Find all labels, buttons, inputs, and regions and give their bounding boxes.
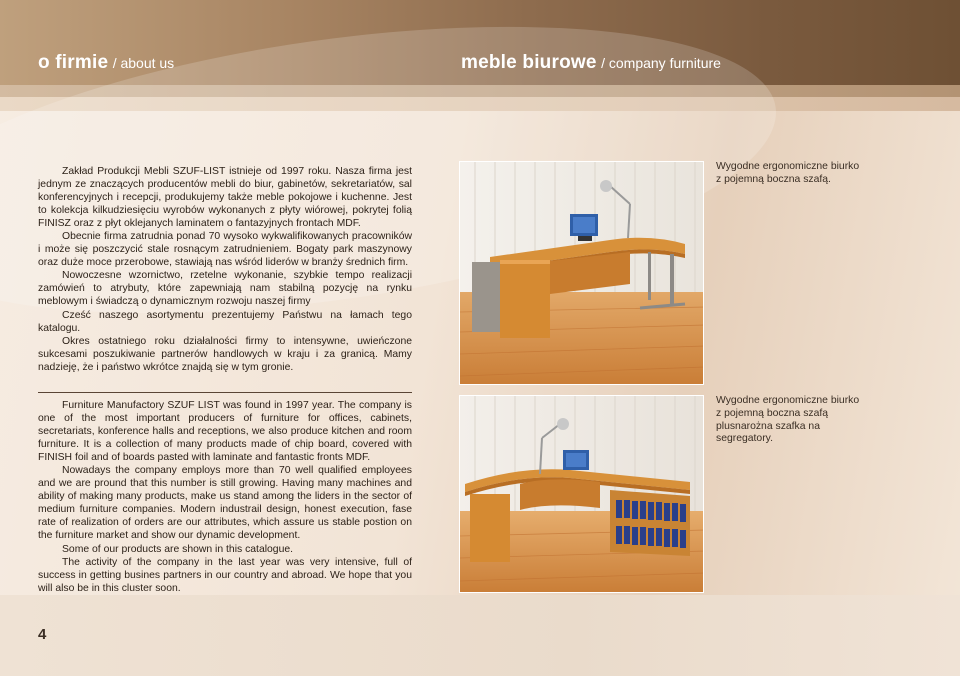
paragraph: Zakład Produkcji Mebli SZUF-LIST istnieje od 1997 roku. Nasza firma jest jednym ze znaczących producentów mebli do biur, gabinetów, sekretariatów, sal konferencyjnych i recepcji, produkujemy także meble pokojowe i kuchenne. Jest to kolekcja kilkudziesięciu wyrobów wykonanych z płyty wiórowej, pokrytej folią FINISZ oraz z płyt oklejanych laminatem o fantazyjnych frontach MDF. bbox=[38, 166, 412, 230]
section-title-furniture bbox=[461, 52, 721, 74]
desk-illustration-2 bbox=[460, 396, 704, 593]
photo-caption-1: Wygodne ergonomiczne biurko z pojemną boczna szafą. bbox=[716, 161, 860, 185]
section-title-sub: / company furniture bbox=[601, 55, 721, 71]
desk-photo-2 bbox=[459, 395, 704, 593]
footer-band bbox=[0, 595, 960, 676]
section-title-main: meble biurowe bbox=[461, 52, 597, 73]
paragraph: Cześć naszego asortymentu prezentujemy Państwu na łamach tego katalogu. bbox=[38, 309, 412, 334]
paragraph: Obecnie firma zatrudnia ponad 70 wysoko wykwalifikowanych pracowników i może się poszczycić stale rosnącym zatrudnieniem. Bogaty park maszynowy oraz duże moce przerobowe, stawiają nas wśród liderów w branży średnich firm. bbox=[38, 231, 412, 269]
paragraph: Furniture Manufactory SZUF LIST was found in 1997 year. The company is one of the most important producers of furniture for offices, cabinets, secretariats, konference halls and receptions, we also produce kitchen and room furniture. It is a collection of many products made of chip board, covered with FINISH foil and of boards pasted with laminate and fantastic fronts MDF. bbox=[38, 400, 412, 464]
paragraph: Nowadays the company employs more than 70 well qualified employees and we are pround that this number is still growing. Having many machines and ability of making many products, make us stand among the liders in the sector of medium furniture companies. Modern industrail design, honest execution, fase rate of realization of orders are our attributes, which assure us stable postion on the furniture market and show our dynamic development. bbox=[38, 465, 412, 542]
photo-caption-2: Wygodne ergonomiczne biurko z pojemną boczna szafą plusnarożna szafka na segregatory. bbox=[716, 395, 860, 445]
divider-line bbox=[38, 392, 412, 393]
section-title-main: o firmie bbox=[38, 52, 109, 73]
paragraph: Okres ostatniego roku działalności firmy to intensywne, uwieńczone sukcesami poszukiwanie partnerów handlowych w kraju i za granicą. Mamy nadzieję, że i państwo wkrótce znajdą się w tym gronie. bbox=[38, 335, 412, 373]
paragraph: Some of our products are shown in this catalogue. bbox=[62, 543, 294, 555]
section-title-sub: / about us bbox=[112, 55, 175, 71]
paragraph: The activity of the company in the last year was very intensive, full of success in getting busines partners in our country and abroad. We hope that you will also be in this cluster soon. bbox=[38, 556, 412, 594]
english-text bbox=[38, 399, 412, 595]
paragraph: Nowoczesne wzornictwo, rzetelne wykonanie, szybkie tempo realizacji zamówień to atrybuty, które zapewniają nam stabilną pozycję na rynku meblowym i świadczą o dynamicznym rozwoju naszej firmy bbox=[38, 270, 412, 308]
polish-text bbox=[38, 165, 412, 374]
section-title-about bbox=[38, 52, 174, 74]
desk-photo-1 bbox=[459, 161, 704, 385]
page-number: 4 bbox=[38, 626, 47, 643]
desk-illustration-1 bbox=[460, 162, 704, 385]
